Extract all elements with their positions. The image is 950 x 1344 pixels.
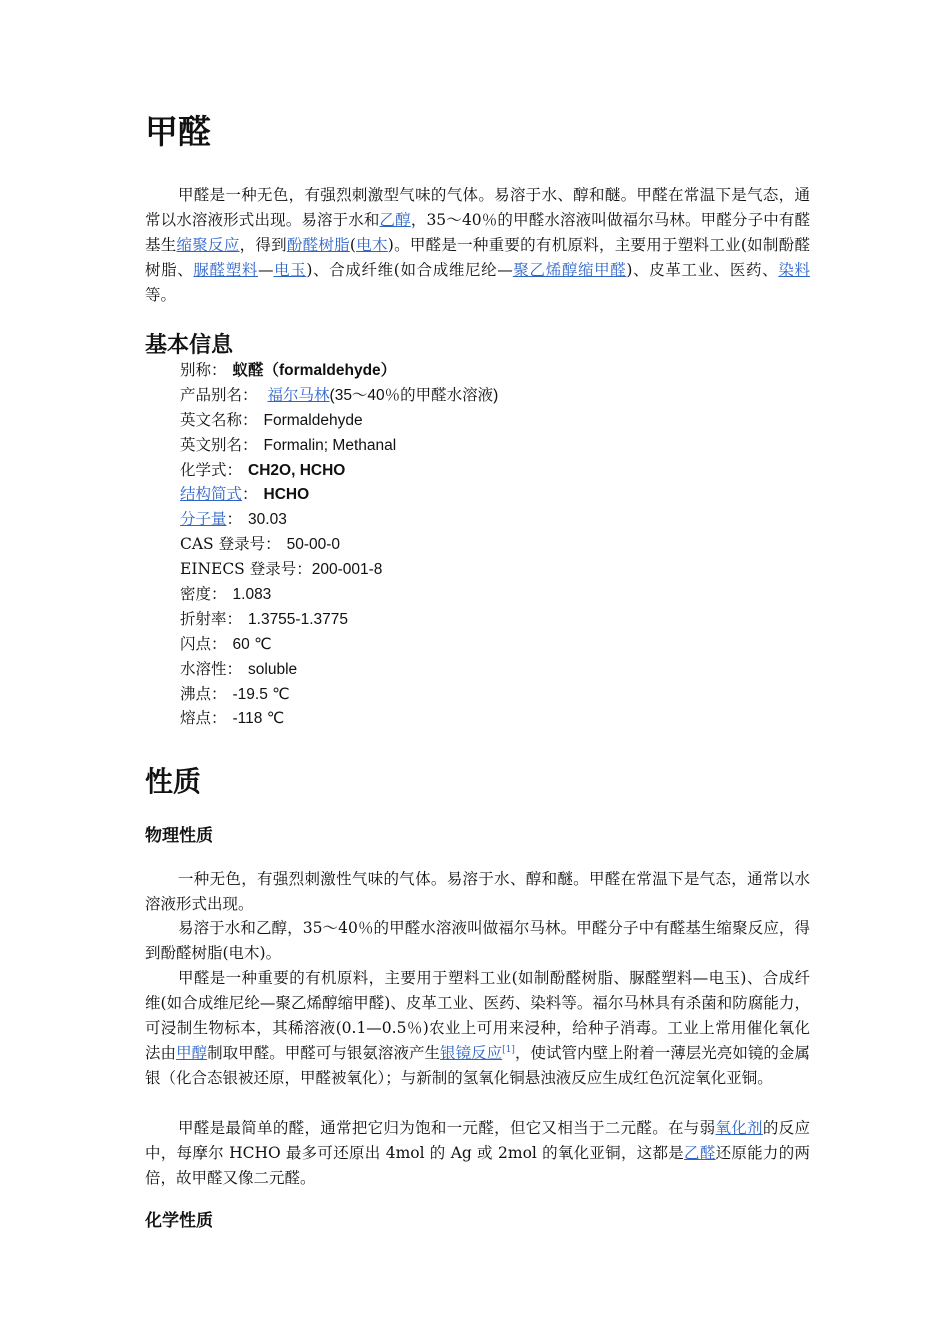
info-row-melting-point: 熔点： -118 ℃	[180, 709, 285, 728]
info-row-refractive-index: 折射率： 1.3755-1.3775	[180, 609, 348, 628]
subsection-heading-physical: 物理性质	[145, 826, 213, 846]
intro-text: )、合成纤维(如合成维尼纶—	[306, 261, 513, 279]
link-urea-plastic[interactable]: 脲醛塑料	[193, 261, 258, 279]
intro-text: )、皮革工业、医药、	[626, 261, 779, 279]
physical-paragraph-1: 一种无色，有强烈刺激性气味的气体。易溶于水、醇和醚。甲醛在常温下是气态，通常以水溶液形式出现。	[145, 870, 810, 913]
intro-text: )。甲醛是一种重要的有机原料，主要用于塑料工业(如制酚醛树脂、	[145, 236, 810, 279]
link-pvf[interactable]: 聚乙烯醇缩甲醛	[512, 261, 627, 279]
basic-info-list	[180, 358, 498, 731]
link-phenolic-resin[interactable]: 酚醛树脂	[286, 236, 350, 254]
info-row-flash-point: 闪点： 60 ℃	[180, 634, 272, 653]
intro-text: 等。	[145, 286, 177, 304]
link-dyes[interactable]: 染料	[778, 261, 810, 279]
link-oxidant[interactable]: 氧化剂	[715, 1119, 763, 1137]
intro-text: ，得到	[239, 236, 287, 254]
section-heading-basic-info: 基本信息	[145, 333, 234, 358]
physical-paragraph-2: 易溶于水和乙醇，35～40％的甲醛水溶液叫做福尔马林。甲醛分子中有醛基生缩聚反应，得到酚醛树脂(电木)。	[145, 919, 810, 962]
info-row-cas: CAS 登录号： 50-00-0	[180, 535, 341, 554]
info-row-density: 密度： 1.083	[180, 585, 272, 604]
citation-1[interactable]: [1]	[502, 1044, 515, 1055]
physical-paragraph-3: 甲醛是一种重要的有机原料，主要用于塑料工业(如制酚醛树脂、脲醛塑料—电玉)、合成纤维(如合成维尼纶—聚乙烯醇缩甲醛)、皮革工业、医药、染料等。福尔马林具有杀菌和防腐能力，可浸制生物标本，其稀溶液(0.1—0.5％)农业上可用来浸种，给种子消毒。工业上常用催化氧化法由甲醇制取甲醛。甲醛可与银氨溶液产生银镜反应[1]，使试管内壁上附着一薄层光亮如镜的金属银（化合态银被还原，甲醛被氧化）；与新制的氢氧化铜悬浊液反应生成红色沉淀氧化亚铜。	[145, 969, 810, 1087]
info-row-alias: 别称： 蚁醛（formaldehyde）	[180, 361, 397, 379]
section-heading-properties: 性质	[145, 765, 202, 798]
link-silver-mirror[interactable]: 银镜反应	[440, 1044, 503, 1062]
intro-text: —	[257, 261, 274, 279]
intro-text: 甲醛是一种无色，有强烈刺激型气味的气体。易溶于水、醇和醚。甲醛在常温下是气态，通常以水溶液形式出现。易溶于水和	[145, 186, 810, 229]
info-row-water-solubility: 水溶性： soluble	[180, 659, 298, 678]
info-row-molecular-weight: 分子量： 30.03	[180, 510, 287, 529]
link-dianyu[interactable]: 电玉	[273, 261, 307, 279]
info-row-english-alias: 英文别名： Formalin; Methanal	[180, 435, 397, 454]
info-row-product-alias: 产品别名： 福尔马林(35～40％的甲醛水溶液)	[180, 385, 499, 404]
intro-paragraph	[145, 183, 810, 308]
link-methanol[interactable]: 甲醇	[176, 1044, 208, 1062]
info-row-formula: 化学式： CH2O, HCHO	[180, 460, 346, 479]
link-condensation[interactable]: 缩聚反应	[176, 236, 240, 254]
info-row-boiling-point: 沸点： -19.5 ℃	[180, 684, 290, 703]
link-molecular-weight[interactable]: 分子量	[180, 510, 227, 529]
intro-text: ，35～40％的甲醛水溶液叫做福尔马林。甲醛分子中有醛基生	[145, 211, 810, 254]
link-bakelite[interactable]: 电木	[355, 236, 388, 254]
info-row-einecs: EINECS 登录号：200-001-8	[180, 560, 383, 579]
link-formalin[interactable]: 福尔马林	[267, 385, 330, 404]
link-acetaldehyde[interactable]: 乙醛	[684, 1144, 716, 1162]
link-structural-formula[interactable]: 结构简式	[180, 485, 243, 504]
subsection-heading-chemical: 化学性质	[145, 1211, 213, 1231]
page-title: 甲醛	[145, 112, 211, 151]
link-ethanol[interactable]: 乙醇	[379, 211, 411, 229]
physical-paragraph-4: 甲醛是最简单的醛，通常把它归为饱和一元醛，但它又相当于二元醛。在与弱氧化剂的反应中，每摩尔 HCHO 最多可还原出 4mol 的 Ag 或 2mol 的氧化亚铜，这都是乙醛还原能力的两倍，故甲醛又像二元醛。	[145, 1119, 810, 1187]
info-row-english-name: 英文名称： Formaldehyde	[180, 410, 363, 429]
intro-text: (	[349, 236, 356, 254]
info-row-structural-formula: 结构简式： HCHO	[180, 485, 310, 504]
